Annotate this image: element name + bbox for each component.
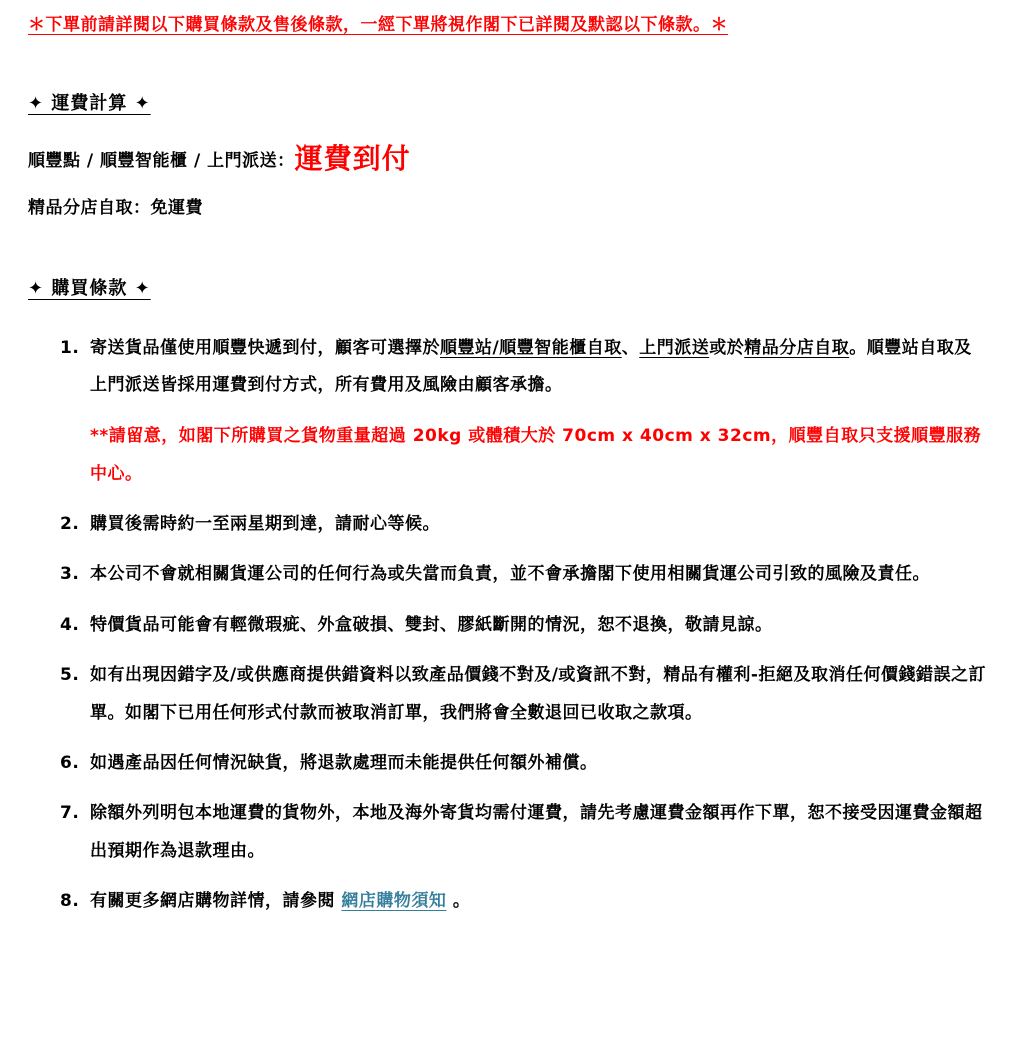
term-item-5 [60,657,986,732]
term-2-number: 2. [60,514,80,535]
term-item-6 [60,745,986,782]
term-1-underline-store-pickup: 精品分店自取 [744,337,850,358]
term-7-text: 除額外列明包本地運費的貨物外，本地及海外寄貨均需付運費，請先考慮運費金額再作下單，恕不接受因運費金額超出預期作為退款理由。 [90,803,983,861]
term-6-number: 6. [60,753,80,774]
term-item-7 [60,795,986,870]
term-item-3 [60,556,986,593]
term-4-text: 特價貨品可能會有輕微瑕疵、外盒破損、雙封、膠紙斷開的情況，恕不退換，敬請見諒。 [90,614,773,635]
term-5-number: 5. [60,665,80,686]
term-8-suffix: 。 [446,891,471,912]
term-item-1 [60,330,986,494]
term-4-number: 4. [60,614,80,635]
term-1-number: 1. [60,337,80,358]
shipping-fee-heading: ✦ 運費計算 ✦ [28,92,151,114]
pre-order-notice: ＊下單前請詳閱以下購買條款及售後條款，一經下單將視作閣下已詳閱及默認以下條款。＊ [28,15,728,35]
terms-list [28,330,986,921]
term-2-text: 購買後需時約一至兩星期到達，請耐心等候。 [90,514,440,535]
term-1-underline-door-delivery: 上門派送 [639,337,710,358]
cod-highlight: 運費到付 [294,141,411,175]
term-1-body [90,330,986,494]
term-1-text [90,330,986,405]
term-item-8 [60,883,986,920]
term-1-seg-a: 寄送貨品僅使用順豐快遞到付，顧客可選擇於 [90,337,440,358]
term-1-underline-sf-pickup: 順豐站/順豐智能櫃自取 [440,337,622,358]
term-7-number: 7. [60,803,80,824]
term-3-number: 3. [60,564,80,585]
shipping-methods-prefix: 順豐點 / 順豐智能櫃 / 上門派送： [28,150,295,171]
term-3-text: 本公司不會就相關貨運公司的任何行為或失當而負責，並不會承擔閣下使用相關貨運公司引致的風險及責任。 [90,564,930,585]
term-6-text: 如遇產品因任何情況缺貨，將退款處理而未能提供任何額外補償。 [90,753,598,774]
term-item-2 [60,506,986,543]
term-1-red-note: **請留意，如閣下所購買之貨物重量超過 20kg 或體積大於 70cm x 40cm x 32cm，順豐自取只支援順豐服務中心。 [90,426,982,484]
term-1-seg-g: 。順豐站自取及上門派送皆採用運費到付方式，所有費用及風險由顧客承擔。 [90,337,972,395]
term-8-number: 8. [60,891,80,912]
shipping-methods-line [28,141,986,175]
term-8-text [90,883,986,920]
term-1-seg-c: 、 [621,337,640,358]
purchase-terms-heading: ✦ 購買條款 ✦ [28,277,151,299]
online-shopping-guide-link[interactable]: 網店購物須知 [341,891,447,912]
store-pickup-line: 精品分店自取：免運費 [28,197,203,218]
term-5-text: 如有出現因錯字及/或供應商提供錯資料以致產品價錢不對及/或資訊不對，精品有權利-拒絕及取消任何價錢錯誤之訂單。如閣下已用任何形式付款而被取消訂單，我們將會全數退回已收取之款項。 [90,665,986,723]
term-item-4 [60,607,986,644]
term-8-prefix: 有關更多網店購物詳情，請參閱 [90,891,342,912]
term-1-seg-e: 或於 [709,337,745,358]
